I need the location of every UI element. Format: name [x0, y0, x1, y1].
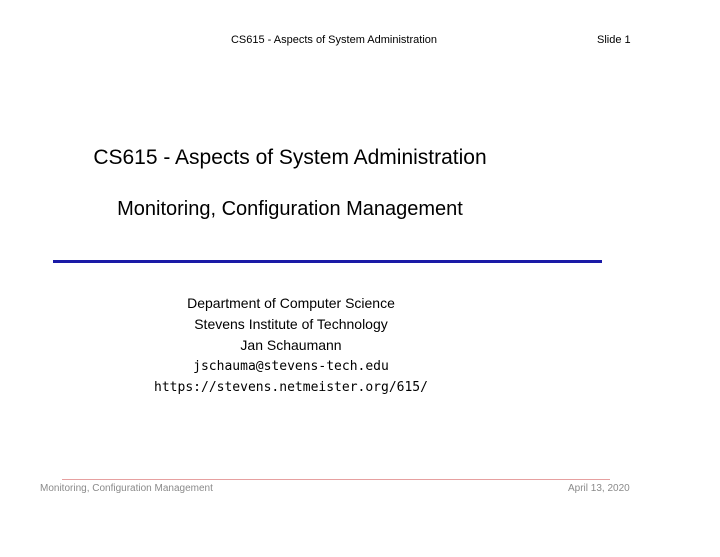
footer-date: April 13, 2020 [568, 483, 630, 494]
header-slide-number: Slide 1 [597, 34, 631, 46]
header-course-title: CS615 - Aspects of System Administration [230, 34, 438, 46]
slide-title: CS615 - Aspects of System Administration [93, 146, 487, 169]
slide-subtitle: Monitoring, Configuration Management [117, 198, 463, 220]
author-email: jschauma@stevens-tech.edu [193, 359, 389, 374]
footer-divider [62, 479, 610, 480]
department: Department of Computer Science [187, 295, 395, 311]
title-divider [53, 260, 602, 263]
institute: Stevens Institute of Technology [194, 316, 388, 332]
course-url: https://stevens.netmeister.org/615/ [154, 380, 428, 395]
footer-topic: Monitoring, Configuration Management [40, 483, 213, 494]
author-info [0, 293, 582, 398]
author-name: Jan Schaumann [240, 337, 342, 353]
